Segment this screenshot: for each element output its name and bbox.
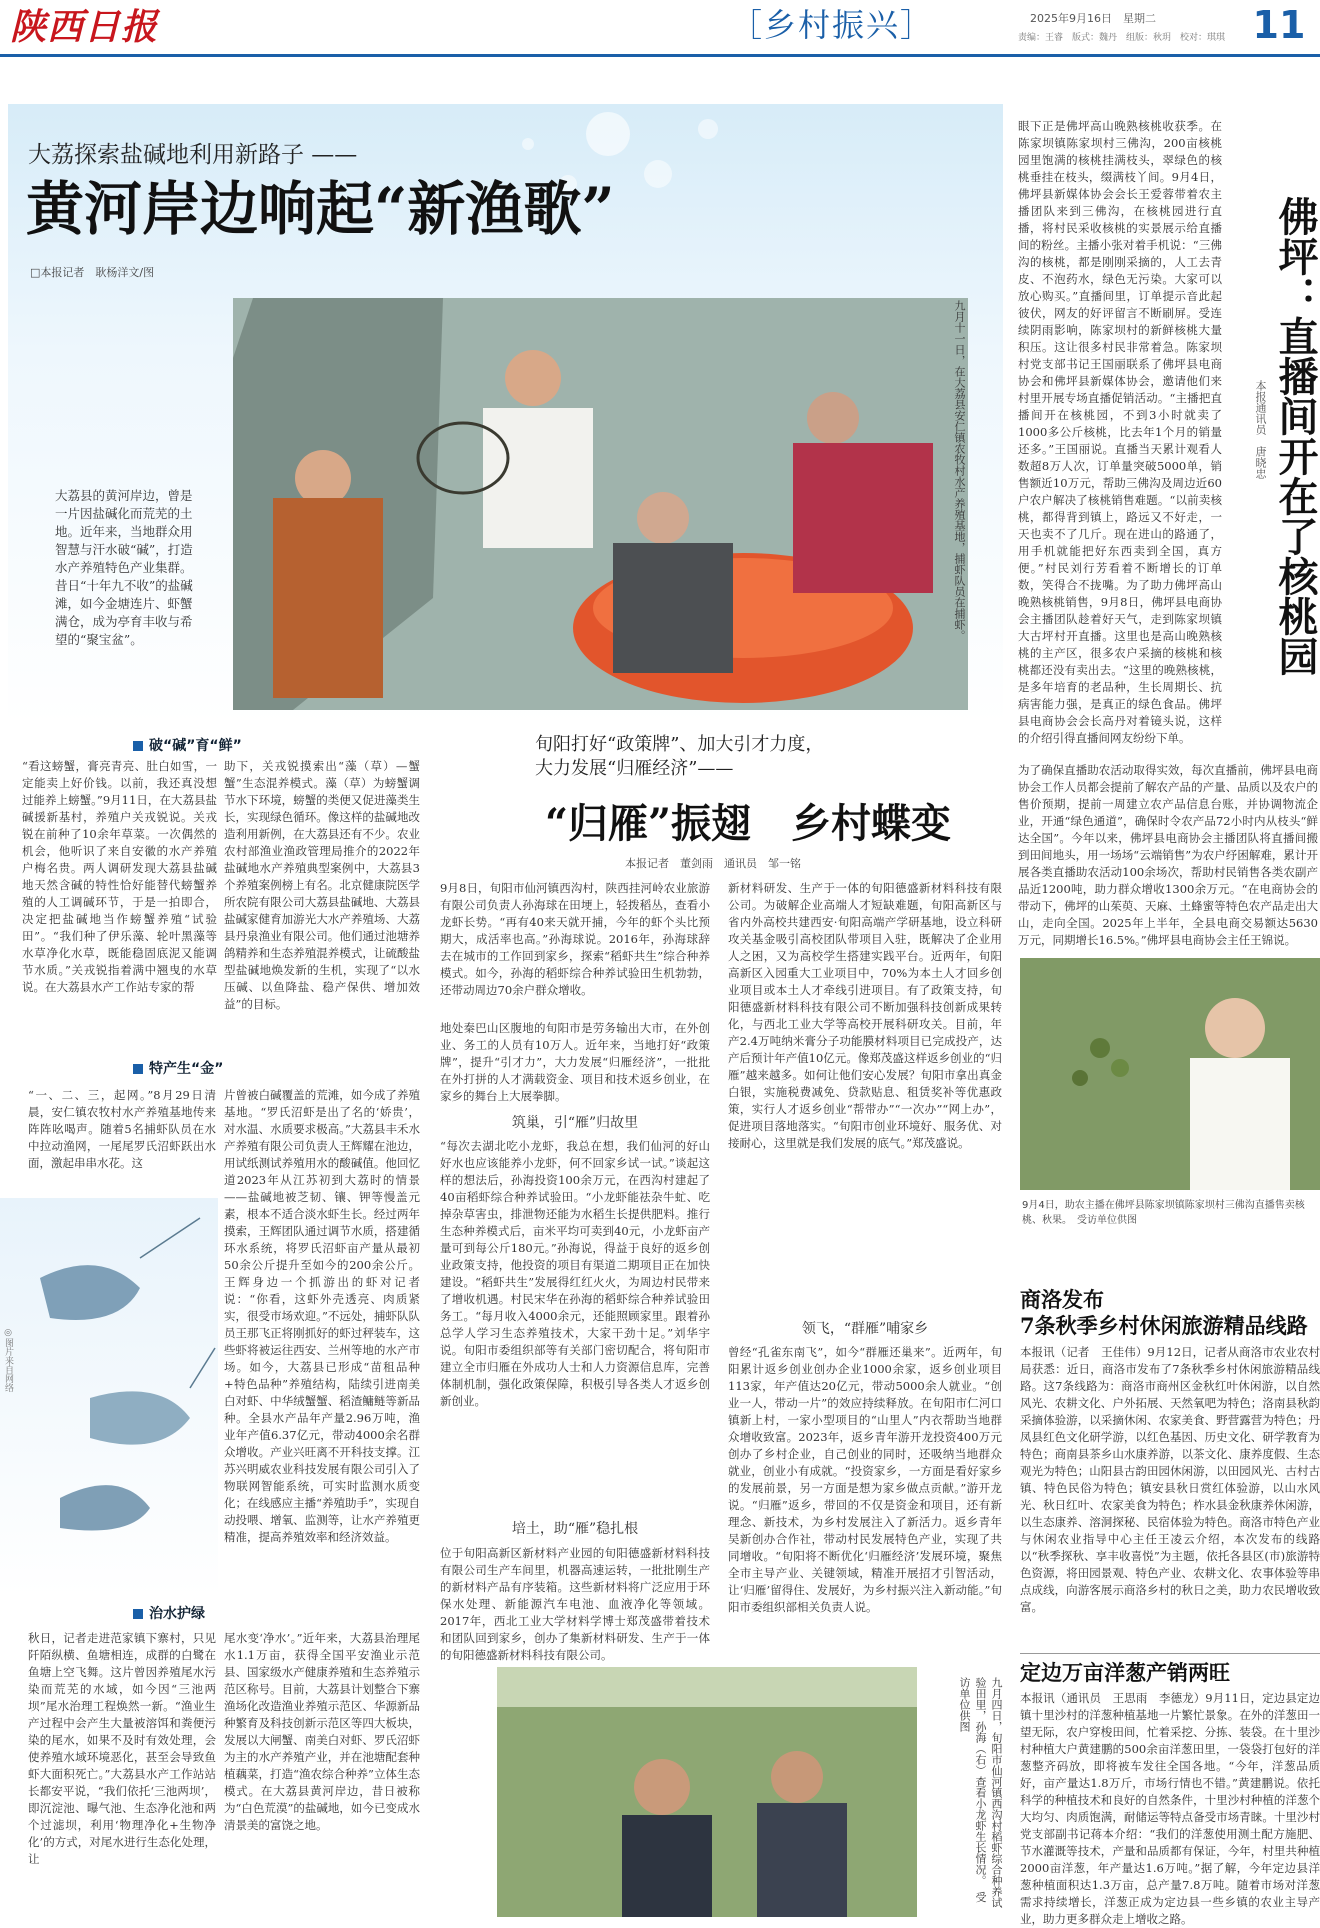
masthead-logo: 陕西日报 [10, 6, 159, 48]
middle-byline: 本报记者 董剑雨 通讯员 邹一铭 [625, 857, 801, 870]
news-1-headline: 商洛发布 7条秋季乡村休闲旅游精品线路 [1020, 1287, 1308, 1338]
subhead-section-3: 治水护绿 [133, 1603, 333, 1623]
right-story-column-2: 为了确保直播助农活动取得实效，每次直播前，佛坪县电商协会工作人员都会提前了解农产品的产量、品质以及农户的售价预期，提前一周建立农产品信息台账，并协调物流企业，开通“绿色通道”，确保时令农产品72小时内从枝头“鲜达全国”。今年以来，佛坪县电商协会主播团队将直播间搬到田间地头，用一场场“云端销售”为农户纾困解难，累计开展各类直播助农活动100余场次，帮助村民销售各类农副产品近1200吨，助力群众增收1300余万元。“在电商协会的带动下，佛坪的山茱萸、天麻、土蜂蜜等特色农产品走出大山，走向全国。2025年上半年，全县电商交易额达5630万元，同期增长16.5%。”佛坪县电商协会主任王锦说。 [1018, 763, 1318, 947]
middle-intro-2: 地处秦巴山区腹地的旬阳市是劳务输出大市，在外创业、务工的人员有10万人。近年来，当地打好“政策牌”，提升“引才力”，大力发展“归雁经济”，一批批在外打拼的人才满载资金、项目和技术返乡创业，在家乡的舞台上大展拳脚。 [440, 1021, 710, 1103]
news-2-headline: 定边万亩洋葱产销两旺 [1020, 1660, 1230, 1685]
subhead-section-1: 破“碱”育“鲜” [133, 735, 333, 755]
section-tag: ［乡村振兴］ [730, 6, 935, 44]
square-bullet-icon [133, 741, 143, 751]
lead-photo-caption: 九月十一日，在大荔县安仁镇农牧村水产养殖基地，捕虾队员在捕虾。 [953, 300, 966, 641]
section-3-column-1: 秋日，记者走进范家镇下寨村，只见阡陌纵横、鱼塘相连，成群的白鹭在鱼塘上空飞舞。这片曾因养殖尾水污染而荒芜的水域，如今因“三池两坝”尾水治理工程焕然一新。“渔业生产过程中会产生大量被溶饵和粪便污染的尾水，如果不及时有效处理，会使养殖水域环境恶化，甚至会导致鱼虾大面积死亡。”大荔县水产工作站站长都安平说，“我们依托‘三池两坝’，即沉淀池、曝气池、生态净化池和两个过滤坝，利用‘物理净化+生物净化’的方式，对尾水进行生态化处理，让 [28, 1631, 216, 1866]
middle-section-3-text: 曾经“孔雀东南飞”，如今“群雁还巢来”。近两年，旬阳累计返乡创业创办企业1000余家，返乡创业项目113家，年产值达20亿元，带动5000余人就业。“创业一人，带动一片”的效应持续释放。在旬阳市仁河口镇新上村，一家小型项目的“山里人”内衣帮助当地群众增收致富。2023年，返乡青年游开龙投资400万元创办了乡村企业，自己创业的同时，还吸纳当地群众就业，创业小有成就。“投资家乡，一方面是看好家乡的发展前景，另一方面是想为家乡做点贡献。”游开龙说。“归雁”返乡，带回的不仅是资金和项目，还有新理念、新技术，为乡村发展注入了新活力。返乡青年吴新创办合作社，带动村民发展特色产业，实现了共同增收。“旬阳将不断优化‘归雁经济’发展环境，聚焦全市主导产业、关键领域，精准开展招才引智活动，让‘归雁’留得住、发展好，为乡村振兴注入新动能。”旬阳市委组织部相关负责人说。 [728, 1345, 1002, 1614]
subhead-section-2: 特产生“金” [133, 1058, 333, 1078]
section-1-column-1: “看这螃蟹，膏亮青亮、肚白如雪，一定能卖上好价钱。以前，我还真没想过能养上螃蟹。”9月11日，在大荔县盐碱援新基村，养殖户关戎锐说。关戎锐在前种了10余年草菜。一次偶然的机会，他听识了来自安徽的水产养殖户梅名贵。两人调研发现大荔县盐碱地天然含碱的特性恰好能替代螃蟹养殖的人工调碱环节，于是一拍即合，决定把盐碱地当作螃蟹养殖“试验田”。“我们种了伊乐藻、轮叶黑藻等水草净化水草，既能稳固底泥又能调节水质。”关戎锐指着满中翘曳的水草说。在大荔县水产工作站专家的帮 [22, 759, 217, 994]
right-photo-walnut-livestream [1020, 958, 1320, 1190]
page-number: 11 [1252, 3, 1306, 47]
right-photo-caption: 9月4日，助农主播在佛坪县陈家坝镇陈家坝村三佛沟直播售卖核桃、秋果。 受访单位供图 [1022, 1200, 1305, 1226]
image-credit: ◎图片来自网络 [3, 1328, 13, 1392]
news-1-body: 本报讯（记者 王佳伟）9月12日，记者从商洛市农业农村局获悉：近日，商洛市发布了7条秋季乡村休闲旅游精品线路。这7条线路为：商洛市商州区金秋红叶休闲游，以自然风光、农耕文化、户外拓展、天然氧吧为特色；洛南县秋韵采摘体验游，以采摘休闲、农家美食、野营露营为特色；丹凤县红色文化研学游，以红色基因、历史文化、研学教育为特色；商南县茶乡山水康养游，以茶文化、康养度假、生态观光为特色；山阳县古韵田园休闲游，以田园风光、古村古镇、特色民俗为特色；镇安县秋日赏红体验游，以山水风光、秋日红叶、农家美食为特色；柞水县金秋康养休闲游，以生态康养、溶洞探秘、民宿体验为特色。商洛市特色产业与休闲农业指导中心主任王凌云介绍，本次发布的线路以“秋季探秋、享丰收喜悦”为主题，依托各县区(市)旅游特色资源，将田园景观、特色产业、农耕文化、农事体验等串点成线，向游客展示商洛乡村的秋日之美，助力农民增收致富。 [1020, 1345, 1320, 1614]
shrimp-illustration [0, 1198, 218, 1596]
header-divider [0, 54, 1320, 57]
bottom-photo-rice-field [497, 1667, 917, 1917]
section-2-column-2: 片曾被白碱覆盖的荒滩，如今成了养殖基地。“罗氏沼虾是出了名的‘娇贵’，对水温、水质要求极高。”大荔县丰禾水产养殖有限公司负责人王辉耀在池边，用试纸测试养殖用水的酸碱值。他回忆道2023年从江苏初到大荔时的情景——盐碱地被芝韧、镶、钾等慢盖元素，根本不适合淡水虾生长。经过两年摸索，王辉团队通过调节水质，搭建循环水系统，将罗氏沼虾亩产量从最初50余公斤提升至如今的200余公斤。王辉身边一个抓游出的虾对记者说：“你看，这虾外壳透亮、肉质紧实，很受市场欢迎。”不远处，捕虾队队员王那飞正将刚抓好的虾过秤装车，这些虾将被运往西安、兰州等地的水产市场。如今，大荔县已形成“苗租品种+特色品种”养殖结构，陆续引进南美白对虾、中华绒蟹蟹、稻渣鳙鲢等新品种。全县水产品年产量2.96万吨，渔业年产值6.37亿元，带动4000余名群众增收。产业兴旺离不开科技支撑。江苏兴明威农业科技发展有限公司引入了物联网智能系统，可实时监测水质变化；在线感应主播“养殖助手”，实现自动投喂、增氧、监测等，让水产养殖更精准，提高养殖效率和经济效益。 [224, 1088, 420, 1544]
middle-section-2-text: 位于旬阳高新区新材料产业园的旬阳德盛新材料科技有限公司生产车间里，机器高速运转，一批批刚生产的新材料产品有序装箱。这些新材料将广泛应用于环保水处理、新能源汽车电池、血液净化等领域。2017年，西北工业大学材料学博士郑茂盛带着技术和团队回到家乡，创办了集新材料研发、生产于一体的旬阳德盛新材料科技有限公司。 [440, 1546, 710, 1662]
section-2-column-1: “一、二、三，起网。”8月29日清晨，安仁镇农牧村水产养殖基地传来阵阵吆喝声。随着5名捕虾队员在水中拉动渔网，一尾尾罗氏沼虾跃出水面，激起串串水花。这 [28, 1088, 216, 1170]
lead-kicker: 大荔探索盐碱地利用新路子 —— [28, 142, 358, 168]
middle-headline: “归雁”振翅 乡村蝶变 [545, 800, 952, 847]
lead-headline: 黄河岸边响起“新渔歌” [26, 175, 615, 243]
issue-date: 2025年9月16日 星期二 [1030, 12, 1156, 25]
lead-byline: □本报记者 耿杨洋文/图 [30, 266, 155, 279]
news-divider [1020, 1653, 1320, 1654]
square-bullet-icon [133, 1064, 143, 1074]
middle-intro-1: 9月8日，旬阳市仙河镇西沟村，陕西挂河岭农业旅游有限公司负责人孙海球在田埂上，轻拨稻丛，查看小龙虾长势。“再有40来天就开捕，今年的虾个头比预期大，成活率也高。”孙海球说。2016年，孙海球辞去在城市的工作回到家乡，探索“稻虾共生”综合种养模式。如今，孙海的稻虾综合种养试验田生机勃勃，还带动周边70余户群众增收。 [440, 881, 710, 997]
rice-field-scene-image [497, 1667, 917, 1917]
right-story-column-1: 眼下正是佛坪高山晚熟核桃收获季。在陈家坝镇陈家坝村三佛沟，200亩核桃园里饱满的核桃挂满枝头，翠绿色的核桃垂挂在枝头，缀满枝丫间。9月4日，佛坪县新媒体协会会长王爱蓉带着农主播团队来到三佛沟，在核桃园进行直播，将村民采收核桃的实景展示给直播间的粉丝。主播小张对着手机说：“三佛沟的核桃，都是刚刚采摘的，人工去青皮、不泡药水，绿色无污染。大家可以放心购买。”直播间里，订单提示音此起彼伏，网友的好评留言不断刷屏。受连续阴雨影响，陈家坝村的新鲜核桃大量积压。这让很多村民非常着急。陈家坝村党支部书记王国丽联系了佛坪县电商协会和佛坪县新媒体协会，邀请他们来村里开展专场直播促销活动。“主播把直播间开在核桃园，不到3小时就卖了1000多公斤核桃，比去年1个月的销量还多。”王国丽说。直播当天累计观看人数超8万人次，订单量突破5000单，销售额近10万元，帮助三佛沟及周边近60户农户解决了核桃销售难题。“以前卖核桃，都得背到镇上，路远又不好走，一天也卖不了几斤。现在进山的路通了，用手机就能把好东西卖到全国，真方便。”村民刘行芳看着不断增长的订单数，笑得合不拢嘴。为了助力佛坪高山晚熟核桃销售，9月8日，佛坪县电商协会主播团队趁着好天气，走到陈家坝镇大古坪村开直播。这里也是高山晚熟核桃的主产区，很多农户采摘的核桃和核桃都还没有卖出去。“这里的晚熟核桃，是多年培育的老品种，生长周期长、抗病害能力强，是真正的绿色食品。佛坪县电商协会会长高丹对着镜头说，这样的介绍引得直播间网友纷纷下单。 [1018, 119, 1222, 745]
right-story-headline: 佛坪：直播间开在了核桃园 [1272, 196, 1319, 676]
bottom-photo-caption: 九月四日，旬阳市仙河镇西沟村稻虾综合种养试验田里，孙海（右）查看小龙虾生长情况。 受访单位供图 [958, 1677, 1003, 1908]
middle-column-2: 新材料研发、生产于一体的旬阳德盛新材料科技有限公司。为破解企业高端人才短缺难题，旬阳高新区与省内外高校共建西安·旬阳高端产学研基地，设立科研攻关基金吸引高校团队带项目入驻，既解决了企业用人之困，又为高校学生搭建实践平台。近两年，旬阳高新区入园重大工业项目中，70%为本土人才回乡创业项目或本土人才牵线引进项目。有了政策支持，旬阳德盛新材料科技有限公司不断加强科技创新成果转化，与西北工业大学等高校开展科研攻关。目前，年产2.4万吨纳米膏分子功能膜材料项目已完成投产，达产后预计年产值10亿元。像郑茂盛这样返乡创业的“归雁”越来越多。如何让他们安心发展？旬阳市拿出真金白银，实施税费减免、贷款贴息、租赁奖补等优惠政策，实行人才返乡创业“帮带办”“一次办”“网上办”，促进项目落地落实。“旬阳市创业环境好、服务优、对接耐心，这里就是我们发展的底气。”郑茂盛说。 [728, 881, 1002, 1150]
middle-subhead-1: 筑巢，引“雁”归故里 [511, 1115, 639, 1131]
lead-intro-text: 大荔县的黄河岸边，曾是一片因盐碱化而荒芜的土地。近年来，当地群众用智慧与汗水破“碱”，打造水产养殖特色产业集群。昔日“十年九不收”的盐碱滩，如今金塘连片、虾蟹满仓，成为亭育丰收与希望的“聚宝盆”。 [55, 488, 193, 647]
middle-subhead-3: 领飞，“群雁”哺家乡 [801, 1321, 929, 1337]
middle-kicker: 旬阳打好“政策牌”、加大引才力度， 大力发展“归雁经济”—— [535, 734, 824, 779]
editor-credits: 责编：王睿 版式：魏丹 组版：秋玥 校对：琪琪 [1018, 33, 1226, 43]
right-story-byline: 本报通讯员 唐晓忠 [1254, 380, 1267, 479]
walnut-livestream-image [1020, 958, 1320, 1190]
fishing-scene-image [233, 298, 968, 710]
square-bullet-icon [133, 1609, 143, 1619]
section-3-column-2: 尾水变‘净水’。”近年来，大荔县治理尾水1.1万亩，获得全国平安渔业示范县、国家级水产健康养殖和生态养殖示范区称号。目前，大荔县计划整合下寨渔场化改造渔业养殖示范区、华源新品种繁育及科技创新示范区等四大板块，发展以大闸蟹、南美白对虾、罗氏沼虾为主的水产养殖产业，并在池塘配套种植藕菜，打造“渔农综合种养”立体生态模式。在大荔县黄河岸边，昔日被称为“白色荒漠”的盐碱地，如今已变成水清景美的富饶之地。 [224, 1631, 420, 1832]
section-1-column-2: 助下，关戎锐摸索出“藻（草）—蟹蟹”生态混养模式。藻（草）为螃蟹调节水下环境，螃蟹的类便又促进藻类生长，实现绿色循环。像这样的盐碱地改造利用新例，在大荔县还有不少。农业农村部渔业渔政管理局推介的2022年盐碱地水产养殖典型案例中，大荔县3个养殖案例榜上有名。北京健康院医学所农院有限公司大荔县盐碱地、大荔县盐碱家健育加游光大水产养殖场、大荔县丹泉渔业有限公司。他们通过池塘养鸽精养和生态养殖混养模式，让硫酸盐型盐碱地焕发新的生机，实现了“以水压碱、以鱼降盐、稳产保供、增加效益”的目标。 [224, 759, 420, 1011]
middle-section-1-text: “每次去湖北吃小龙虾，我总在想，我们仙河的好山好水也应该能养小龙虾，何不回家乡试一试。”谈起这样的想法后，孙海投资100余万元，在西沟村建起了40亩稻虾综合种养试验田。“小龙虾能祛杂牛虻、吃掉杂草害虫，排泄物还能为水稻生长提供肥料。推行生态种养模式后，亩米平均可卖到40元，小龙虾亩产量可到每公斤180元。”孙海说，得益于良好的返乡创业政策支持，他投资的项目有渠道二期项目正在加快建设。“稻虾共生”发展得红红火火，为周边村民带来了增收机遇。村民宋华在孙海的稻虾综合种养试验田务工。“每月收入4000余元，还能照顾家里。跟着孙总学人学习生态养殖技术，大家干劲十足。”刘华宇说。旬阳市委组织部等有关部门密切配合，将旬阳市建立全市归雁在外成功人士和人力资源信息库，完善体制机制，强化政策保障，积极引导各类人才返乡创新创业。 [440, 1139, 710, 1408]
lead-photo-fishing [233, 298, 968, 710]
middle-subhead-2: 培土，助“雁”稳扎根 [511, 1521, 639, 1537]
shrimp-icon [0, 1198, 218, 1596]
news-2-body: 本报讯（通讯员 王思雨 李德龙）9月11日，定边县定边镇十里沙村的洋葱种植基地一片繁忙景象。在外的洋葱田一望无际，农户穿梭田间，忙着采挖、分拣、装袋。在十里沙村种植大户黄建鹏的500余亩洋葱田里，一袋袋打包好的洋葱整齐码放，即将被车发往全国各地。“今年，洋葱品质好，亩产量达1.8万斤，市场行情也不错。”黄建鹏说。依托科学的种植技术和良好的自然条件，十里沙村种植的洋葱个大均匀、肉质饱满，耐储运等特点备受市场青睐。十里沙村党支部副书记蒋本介绍：“我们的洋葱使用测土配方施肥、节水灌溉等技术，产量和品质都有保证，今年，村里共种植2000亩洋葱，年产量达1.6万吨。”据了解，今年定边县洋葱种植面积达1.3万亩，总产量7.8万吨。随着市场对洋葱需求持续增长，洋葱正成为定边县一些乡镇的农业主导产业，助力更多群众走上增收之路。 [1020, 1691, 1320, 1926]
